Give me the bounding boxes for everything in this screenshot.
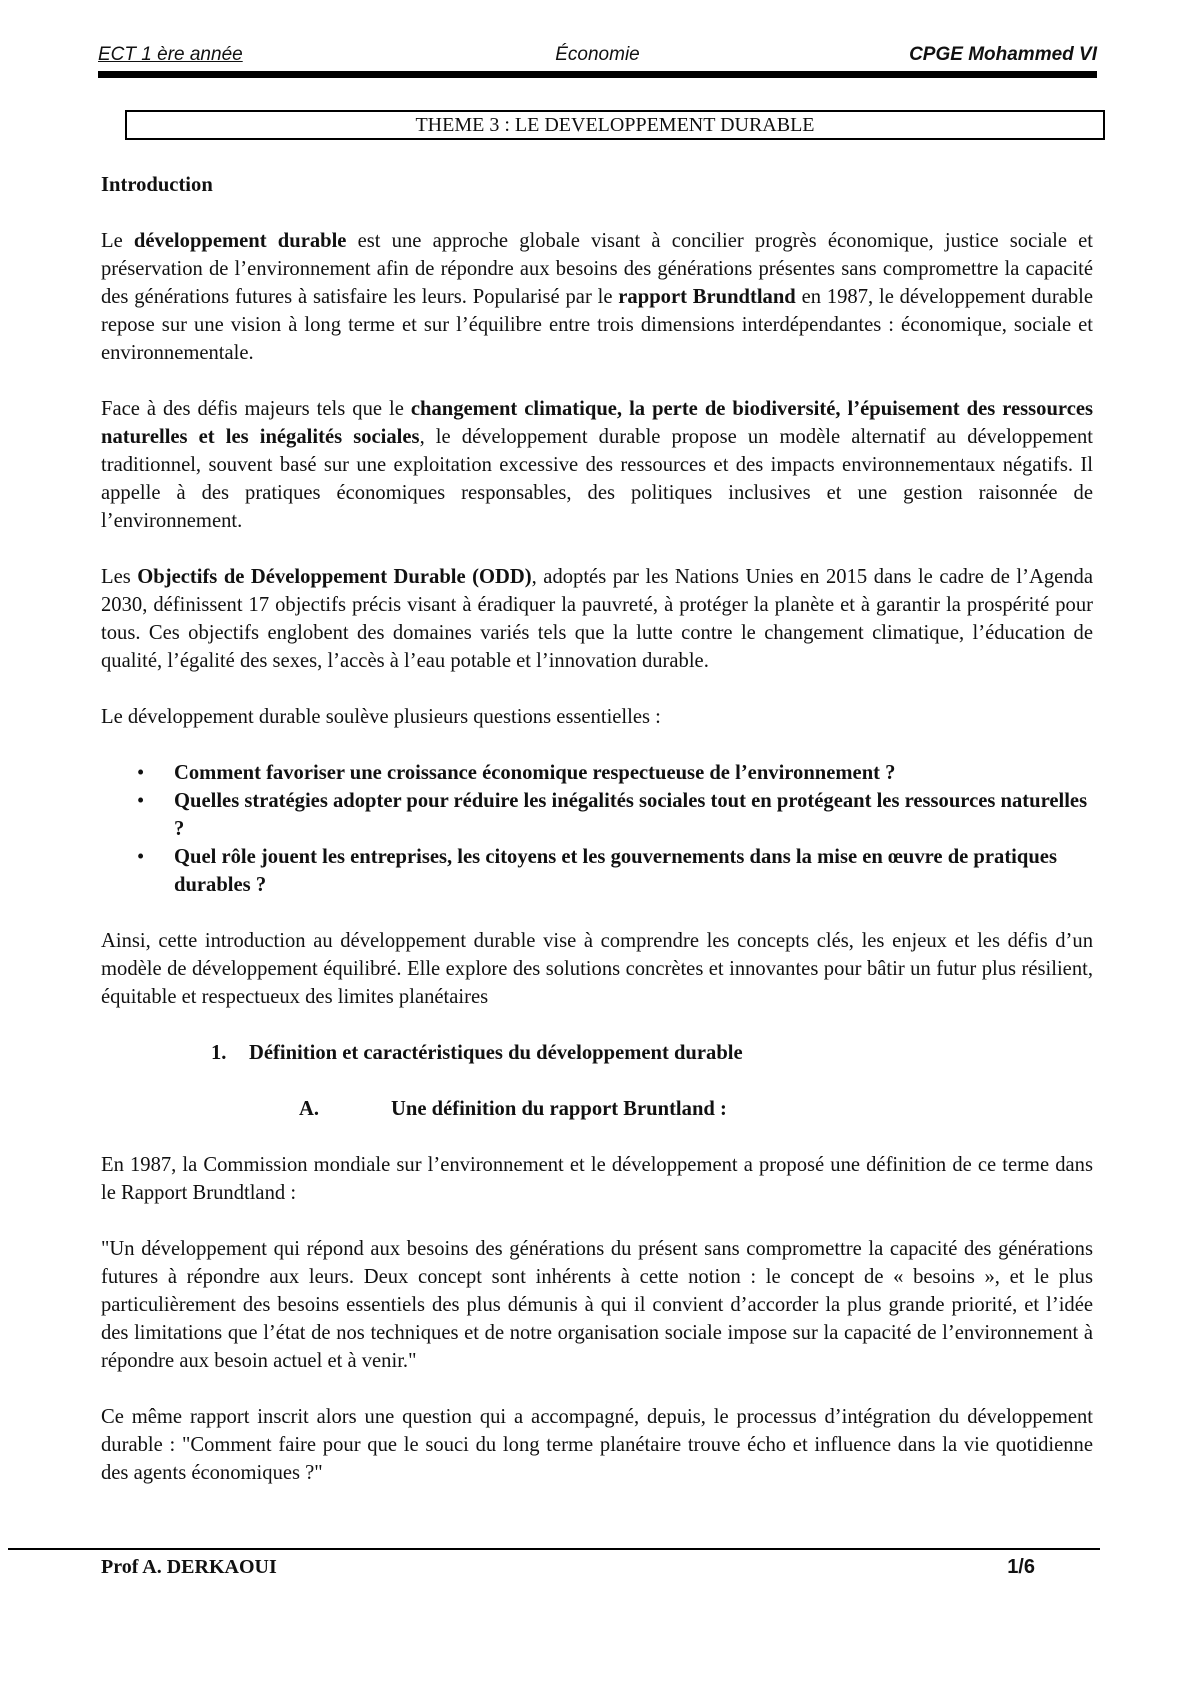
theme-title: THEME 3 : LE DEVELOPPEMENT DURABLE (125, 110, 1105, 140)
section-1-heading: 1. Définition et caractéristiques du développement durable (211, 1042, 743, 1064)
running-header (98, 44, 1097, 74)
page-footer (101, 1556, 1035, 1586)
introduction-heading: Introduction (101, 174, 213, 196)
document-body (101, 171, 1093, 1515)
section-1a-paragraph-2: Ce même rapport inscrit alors une question qui a accompagné, depuis, le processus d’intégration du développement durable : "Comment faire pour que le souci du long terme planétaire trouve écho et influence dans la vie quotidienne des agents économiques ?" (101, 1406, 1093, 1484)
header-rule (98, 71, 1097, 78)
intro-paragraph-4: Le développement durable soulève plusieurs questions essentielles : (101, 706, 661, 728)
brundtland-quote: "Un développement qui répond aux besoins des générations du présent sans compromettre la capacité des générations futures à répondre aux leurs. Deux concept sont inhérents à cette notion : le concept de « besoins », et le plus particulièrement des besoins essentiels des plus démunis à qui il convient d’accorder la plus grande priorité, et l’idée des limitations que l’état de nos techniques et de notre organisation sociale impose sur la capacité de l’environnement à répondre aux besoin actuel et à venir." (101, 1238, 1093, 1372)
intro-paragraph-2: Face à des défis majeurs tels que le changement climatique, la perte de biodiversité, l’épuisement des ressources naturelles et les inégalités sociales, le développement durable propose un modèle alternatif au développement traditionnel, souvent basé sur une exploitation excessive des ressources et des impacts environnementaux négatifs. Il appelle à des pratiques économiques responsables, des politiques inclusives et une gestion raisonnée de l’environnement. (101, 398, 1094, 532)
page-number: 1/6 (1007, 1556, 1035, 1578)
list-item: • Quelles stratégies adopter pour réduire les inégalités sociales tout en protégeant les ressources naturelles ? (101, 787, 1093, 843)
footer-rule (8, 1548, 1100, 1550)
section-1a-paragraph-1: En 1987, la Commission mondiale sur l’environnement et le développement a proposé une définition de ce terme dans le Rapport Brundtland : (101, 1154, 1093, 1204)
header-school: CPGE Mohammed VI (909, 44, 1097, 65)
header-class-level: ECT 1 ère année (98, 44, 243, 65)
intro-paragraph-1: Le développement durable est une approche globale visant à concilier progrès économique, justice sociale et préservation de l’environnement afin de répondre aux besoins des générations présentes sans compromettre la capacité des générations futures à satisfaire les leurs. Popularisé par le rapport Brundtland en 1987, le développement durable repose sur une vision à long terme et sur l’équilibre entre trois dimensions interdépendantes : économique, sociale et environnementale. (101, 230, 1094, 364)
header-subject: Économie (555, 44, 640, 65)
bullet-icon: • (137, 762, 145, 784)
bullet-icon: • (137, 846, 145, 868)
list-item: • Quel rôle jouent les entreprises, les citoyens et les gouvernements dans la mise en œuvre de pratiques durables ? (101, 843, 1093, 899)
list-item: • Comment favoriser une croissance économique respectueuse de l’environnement ? (101, 759, 1093, 787)
footer-author: Prof A. DERKAOUI (101, 1556, 277, 1578)
intro-paragraph-3: Les Objectifs de Développement Durable (ODD), adoptés par les Nations Unies en 2015 dans le cadre de l’Agenda 2030, définissent 17 objectifs précis visant à éradiquer la pauvreté, à protéger la planète et à garantir la prospérité pour tous. Ces objectifs englobent des domaines variés tels que la lutte contre le changement climatique, l’éducation de qualité, l’égalité des sexes, l’accès à l’eau potable et l’innovation durable. (101, 566, 1093, 672)
questions-list (101, 759, 1093, 899)
section-1a-heading: A. Une définition du rapport Bruntland : (299, 1098, 727, 1120)
bullet-icon: • (137, 790, 145, 812)
intro-paragraph-5: Ainsi, cette introduction au développement durable vise à comprendre les concepts clés, les enjeux et les défis d’un modèle de développement équilibré. Elle explore des solutions concrètes et innovantes pour bâtir un futur plus résilient, équitable et respectueux des limites planétaires (101, 930, 1093, 1008)
